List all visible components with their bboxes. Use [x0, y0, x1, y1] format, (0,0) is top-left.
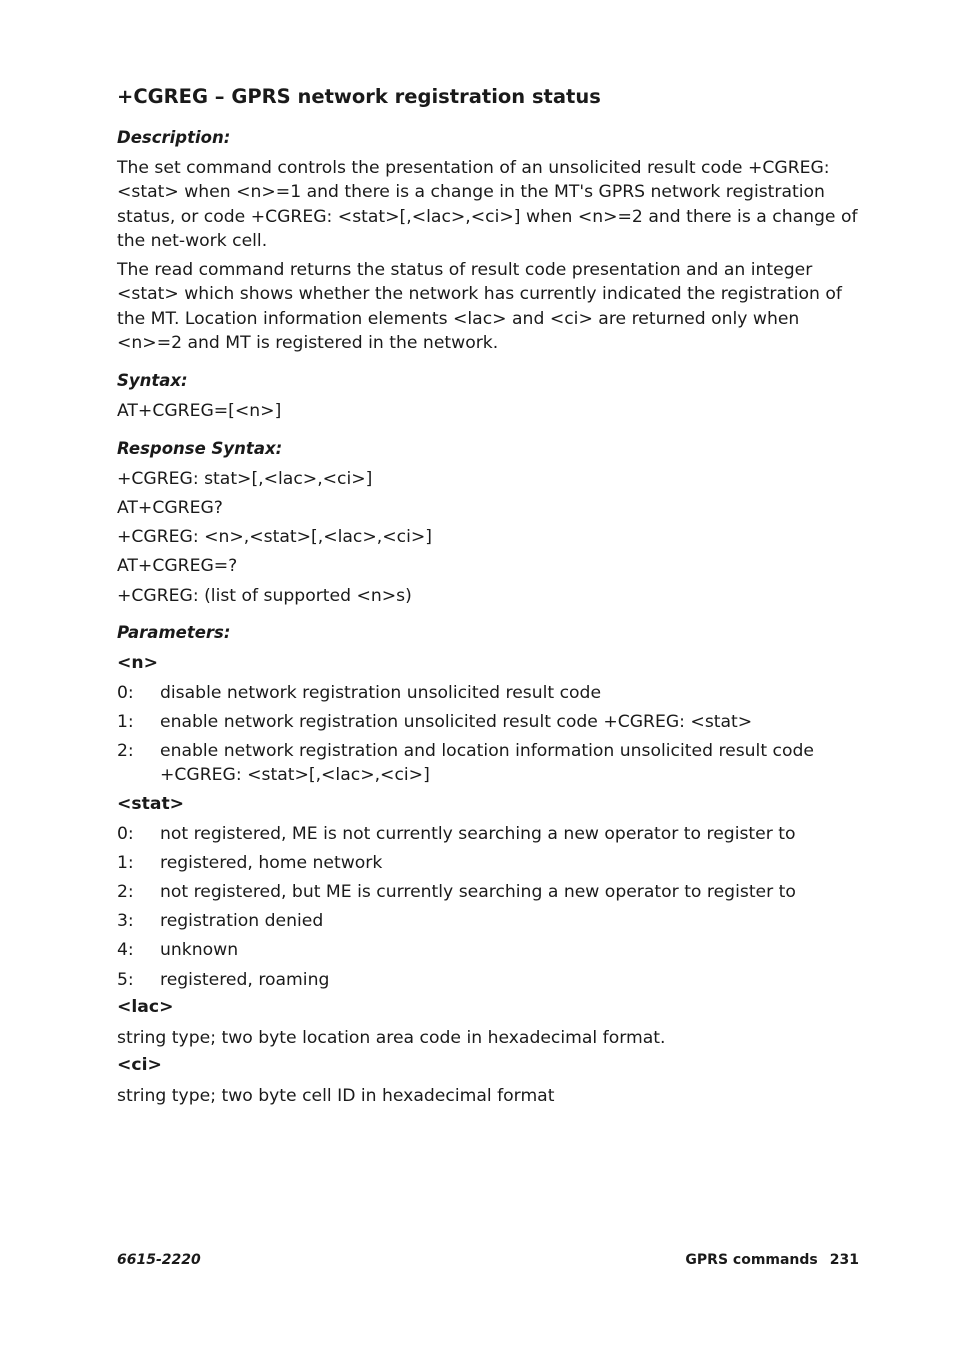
param-stat-name: <stat>	[117, 794, 185, 814]
item-text: registered, roaming	[160, 970, 330, 990]
syntax-heading: Syntax:	[117, 371, 188, 390]
item-text: not registered, ME is not currently searching a new operator to register to	[160, 824, 796, 844]
item-text: registered, home network	[160, 853, 383, 873]
description-paragraph-2: The read command returns the status of result code presentation and an integer <stat> which shows whether the network has currently indicated the registration of the MT. Location information elements <lac> and <ci> are returned only when <n>=2 and MT is registered in the network.	[117, 260, 842, 354]
item-text: not registered, but ME is currently searching a new operator to register to	[160, 882, 796, 902]
item-key: 3:	[117, 911, 134, 931]
item-text: enable network registration and location information unsolicited result code +CGREG: <stat>[,<lac>,<ci>]	[160, 741, 814, 786]
parameters-heading: Parameters:	[117, 623, 231, 642]
param-lac-name: <lac>	[117, 997, 174, 1017]
footer-doc-number: 6615-2220	[117, 1252, 201, 1268]
param-n-name: <n>	[117, 653, 159, 673]
response-syntax-heading: Response Syntax:	[117, 439, 283, 458]
item-key: 1:	[117, 853, 134, 873]
param-lac-text: string type; two byte location area code in hexadecimal format.	[117, 1028, 666, 1048]
param-ci-text: string type; two byte cell ID in hexadecimal format	[117, 1086, 555, 1106]
item-key: 2:	[117, 741, 134, 761]
response-syntax-line: AT+CGREG=?	[117, 556, 238, 576]
footer-page-number: 231	[829, 1252, 859, 1268]
item-key: 2:	[117, 882, 134, 902]
description-paragraph-1: The set command controls the presentation of an unsolicited result code +CGREG: <stat> when <n>=1 and there is a change in the MT's GPRS network registration status, or code +CGREG: <stat>[,<lac>,<ci>] when <n>=2 and there is a change of the net-work cell.	[117, 158, 858, 252]
response-syntax-line: AT+CGREG?	[117, 498, 223, 518]
item-text: unknown	[160, 940, 239, 960]
response-syntax-line: +CGREG: <n>,<stat>[,<lac>,<ci>]	[117, 527, 432, 547]
item-key: 0:	[117, 824, 134, 844]
footer-section: GPRS commands	[685, 1252, 818, 1268]
item-key: 0:	[117, 683, 134, 703]
footer-right	[685, 1252, 859, 1268]
response-syntax-line: +CGREG: stat>[,<lac>,<ci>]	[117, 469, 373, 489]
item-text: disable network registration unsolicited result code	[160, 683, 602, 703]
param-ci-name: <ci>	[117, 1055, 162, 1075]
page-title: +CGREG – GPRS network registration status	[117, 85, 601, 108]
description-heading: Description:	[117, 128, 231, 147]
item-key: 4:	[117, 940, 134, 960]
syntax-line: AT+CGREG=[<n>]	[117, 401, 282, 421]
response-syntax-line: +CGREG: (list of supported <n>s)	[117, 586, 412, 606]
item-key: 1:	[117, 712, 134, 732]
item-key: 5:	[117, 970, 134, 990]
item-text: enable network registration unsolicited result code +CGREG: <stat>	[160, 712, 753, 732]
item-text: registration denied	[160, 911, 324, 931]
